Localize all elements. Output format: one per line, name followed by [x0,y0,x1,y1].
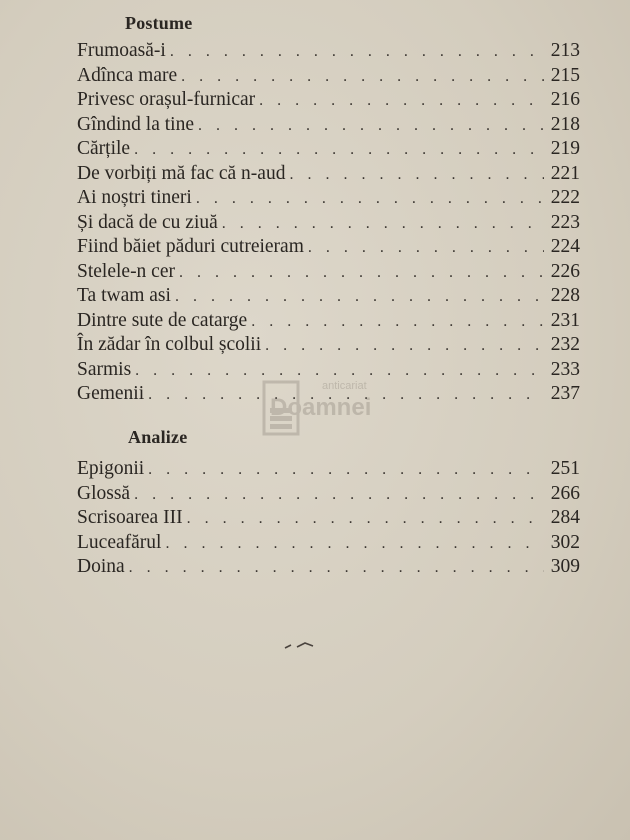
toc-entry-title: În zădar în colbul școlii [77,334,262,355]
toc-entry-page: 224 [550,236,580,257]
leader-dots [129,556,544,581]
toc-entry-page: 221 [550,162,580,184]
toc-entry-title: Ta twam asi [77,285,171,306]
leader-dots [165,532,544,557]
toc-entry [77,64,580,89]
toc-entry [77,309,580,334]
toc-entry-page: 237 [550,383,580,404]
toc-entry-title: Ai noștri tineri [77,187,192,208]
toc-entry-title: Privesc orașul-furnicar [77,89,256,110]
leader-dots [187,507,544,532]
toc-entry [77,506,580,531]
watermark [262,378,402,448]
toc-entry-page: 216 [550,89,580,110]
leader-dots [308,236,544,261]
leader-dots [259,89,544,114]
toc-entry [77,482,580,507]
section-heading-analize: Analize [128,427,188,447]
section-heading-postume: Postume [125,13,193,33]
watermark-line2: Doamnei [270,394,372,421]
toc-entry [77,235,580,260]
toc-entry-title: Dintre sute de catarge [77,309,248,331]
toc-entry-title: Luceafărul [77,531,162,553]
toc-entry-page: 251 [550,458,580,479]
leader-dots [175,285,544,310]
toc-list-postume [77,39,580,407]
toc-entry-page: 302 [550,531,580,553]
ink-smudge [283,638,323,652]
toc-entry [77,88,580,113]
toc-entry-title: Și dacă de cu ziuă [77,211,218,233]
toc-entry-page: 218 [550,113,580,135]
toc-entry-title: Epigonii [77,458,145,479]
toc-entry-page: 284 [550,507,580,528]
toc-entry-page: 231 [550,309,580,331]
toc-entry-page: 226 [550,260,580,282]
toc-entry-title: Adînca mare [77,64,178,86]
leader-dots [170,40,544,65]
toc-entry-title: Frumoasă-i [77,40,166,61]
toc-entry [77,284,580,309]
toc-entry-page: 309 [550,556,580,577]
toc-entry-title: Gîndind la tine [77,113,194,135]
toc-entry-page: 266 [550,482,580,504]
toc-entry-title: Stelele-n cer [77,260,175,282]
toc-entry-title: Glossă [77,482,131,504]
leader-dots [265,334,544,359]
toc-entry-title: Scrisoarea III [77,507,183,528]
toc-entry [77,531,580,556]
toc-entry-title: Fiind băiet păduri cutreieram [77,236,304,257]
leader-dots [134,483,544,508]
toc-entry-page: 233 [550,358,580,380]
toc-entry-page: 228 [550,285,580,306]
leader-dots [181,65,544,90]
toc-entry-page: 213 [550,40,580,61]
leader-dots [196,187,544,212]
leader-dots [198,114,544,139]
leader-dots [222,212,544,237]
toc-entry [77,186,580,211]
toc-entry [77,113,580,138]
toc-entry-title: Cărțile [77,138,131,159]
toc-entry-title: Sarmis [77,358,132,380]
leader-dots [289,163,544,188]
toc-entry [77,211,580,236]
leader-dots [134,138,544,163]
toc-list-analize [77,457,580,580]
toc-entry-page: 219 [550,138,580,159]
leader-dots [251,310,544,335]
toc-entry-title: Gemenii [77,383,145,404]
toc-entry [77,162,580,187]
toc-entry-page: 232 [550,334,580,355]
toc-entry [77,457,580,482]
toc-entry-title: De vorbiți mă fac că n-aud [77,162,286,184]
leader-dots [148,458,544,483]
toc-entry [77,260,580,285]
toc-entry-title: Doina [77,556,125,577]
leader-dots [179,261,544,286]
toc-entry [77,333,580,358]
toc-entry-page: 223 [550,211,580,233]
toc-entry [77,555,580,580]
toc-entry-page: 222 [550,187,580,208]
toc-entry [77,39,580,64]
watermark-line1: anticariat [322,380,367,392]
toc-entry-page: 215 [550,64,580,86]
toc-entry [77,137,580,162]
